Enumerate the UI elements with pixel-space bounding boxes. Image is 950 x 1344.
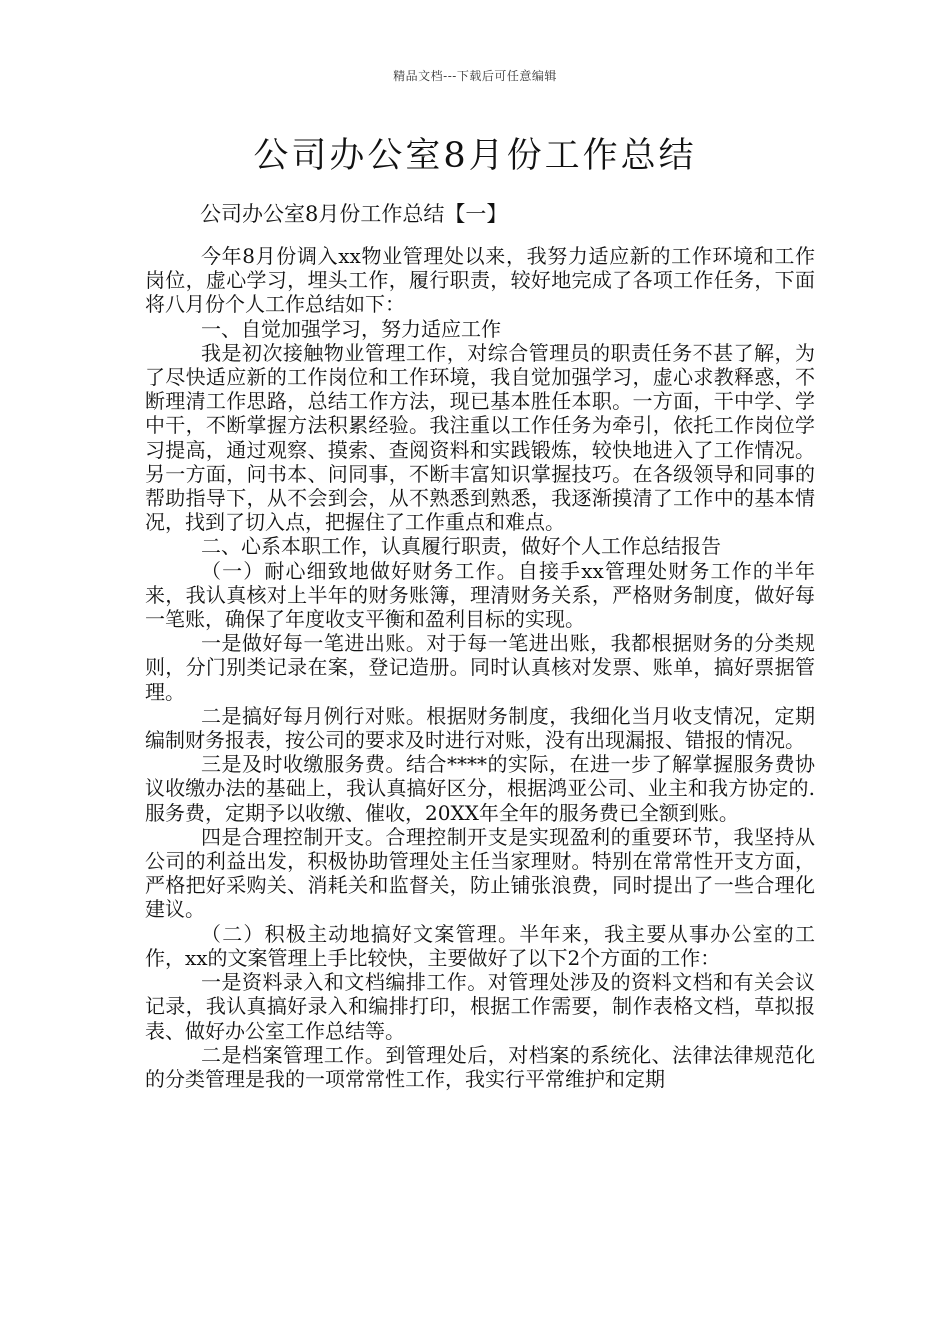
document-subtitle: 公司办公室8月份工作总结【一】 [200,202,508,226]
paragraph-finance-item-2: 二是搞好每月例行对账。根据财务制度，我细化当月收支情况，定期编制财务报表，按公司的要求及时进行对账，没有出现漏报、错报的情况。 [145,703,815,753]
paragraph-finance-item-1: 一是做好每一笔进出账。对于每一笔进出账，我都根据财务的分类规则，分门别类记录在案，登记造册。同时认真核对发票、账单，搞好票据管理。 [145,631,815,704]
paragraph-intro: 今年8月份调入xx物业管理处以来，我努力适应新的工作环境和工作岗位，虚心学习，埋头工作，履行职责，较好地完成了各项工作任务，下面将八月份个人工作总结如下： [145,244,815,317]
paragraph-finance-item-4: 四是合理控制开支。合理控制开支是实现盈利的重要环节，我坚持从公司的利益出发，积极协助管理处主任当家理财。特别在常常性开支方面，严格把好采购关、消耗关和监督关，防止铺张浪费，同时提出了一些合理化建议。 [145,824,815,922]
paragraph-study: 我是初次接触物业管理工作，对综合管理员的职责任务不甚了解，为了尽快适应新的工作岗位和工作环境，我自觉加强学习，虚心求教释惑，不断理清工作思路，总结工作方法，现已基本胜任本职。一方面，干中学、学中干，不断掌握方法积累经验。我注重以工作任务为牵引，依托工作岗位学习提高，通过观察、摸索、查阅资料和实践锻炼，较快地进入了工作情况。另一方面，问书本、问同事，不断丰富知识掌握技巧。在各级领导和同事的帮助指导下，从不会到会，从不熟悉到熟悉，我逐渐摸清了工作中的基本情况，找到了切入点，把握住了工作重点和难点。 [145,340,815,535]
document-body [145,244,815,1091]
paragraph-documents-item-2: 二是档案管理工作。到管理处后，对档案的系统化、法律法律规范化的分类管理是我的一项常常性工作，我实行平常维护和定期 [145,1042,815,1091]
section-heading-2: 二、心系本职工作，认真履行职责，做好个人工作总结报告 [201,534,721,559]
paragraph-finance: （一）耐心细致地做好财务工作。自接手xx管理处财务工作的半年来，我认真核对上半年的财务账簿，理清财务关系，严格财务制度，做好每一笔账，确保了年度收支平衡和盈利目标的实现。 [145,558,815,632]
document-title: 公司办公室8月份工作总结 [253,136,697,176]
paragraph-documents: （二）积极主动地搞好文案管理。半年来，我主要从事办公室的工作，xx的文案管理上手比较快，主要做好了以下2个方面的工作： [145,921,815,970]
paragraph-documents-item-1: 一是资料录入和文档编排工作。对管理处涉及的资料文档和有关会议记录，我认真搞好录入和编排打印，根据工作需要，制作表格文档，草拟报表、做好办公室工作总结等。 [145,970,815,1043]
header-note: 精品文档---下载后可任意编辑 [393,69,557,83]
paragraph-finance-item-3: 三是及时收缴服务费。结合****的实际，在进一步了解掌握服务费协议收缴办法的基础上，我认真搞好区分，根据鸿亚公司、业主和我方协定的.服务费，定期予以收缴、催收，20XX年全年的服务费已全额到账。 [145,752,815,825]
section-heading-1: 一、自觉加强学习，努力适应工作 [201,316,501,341]
